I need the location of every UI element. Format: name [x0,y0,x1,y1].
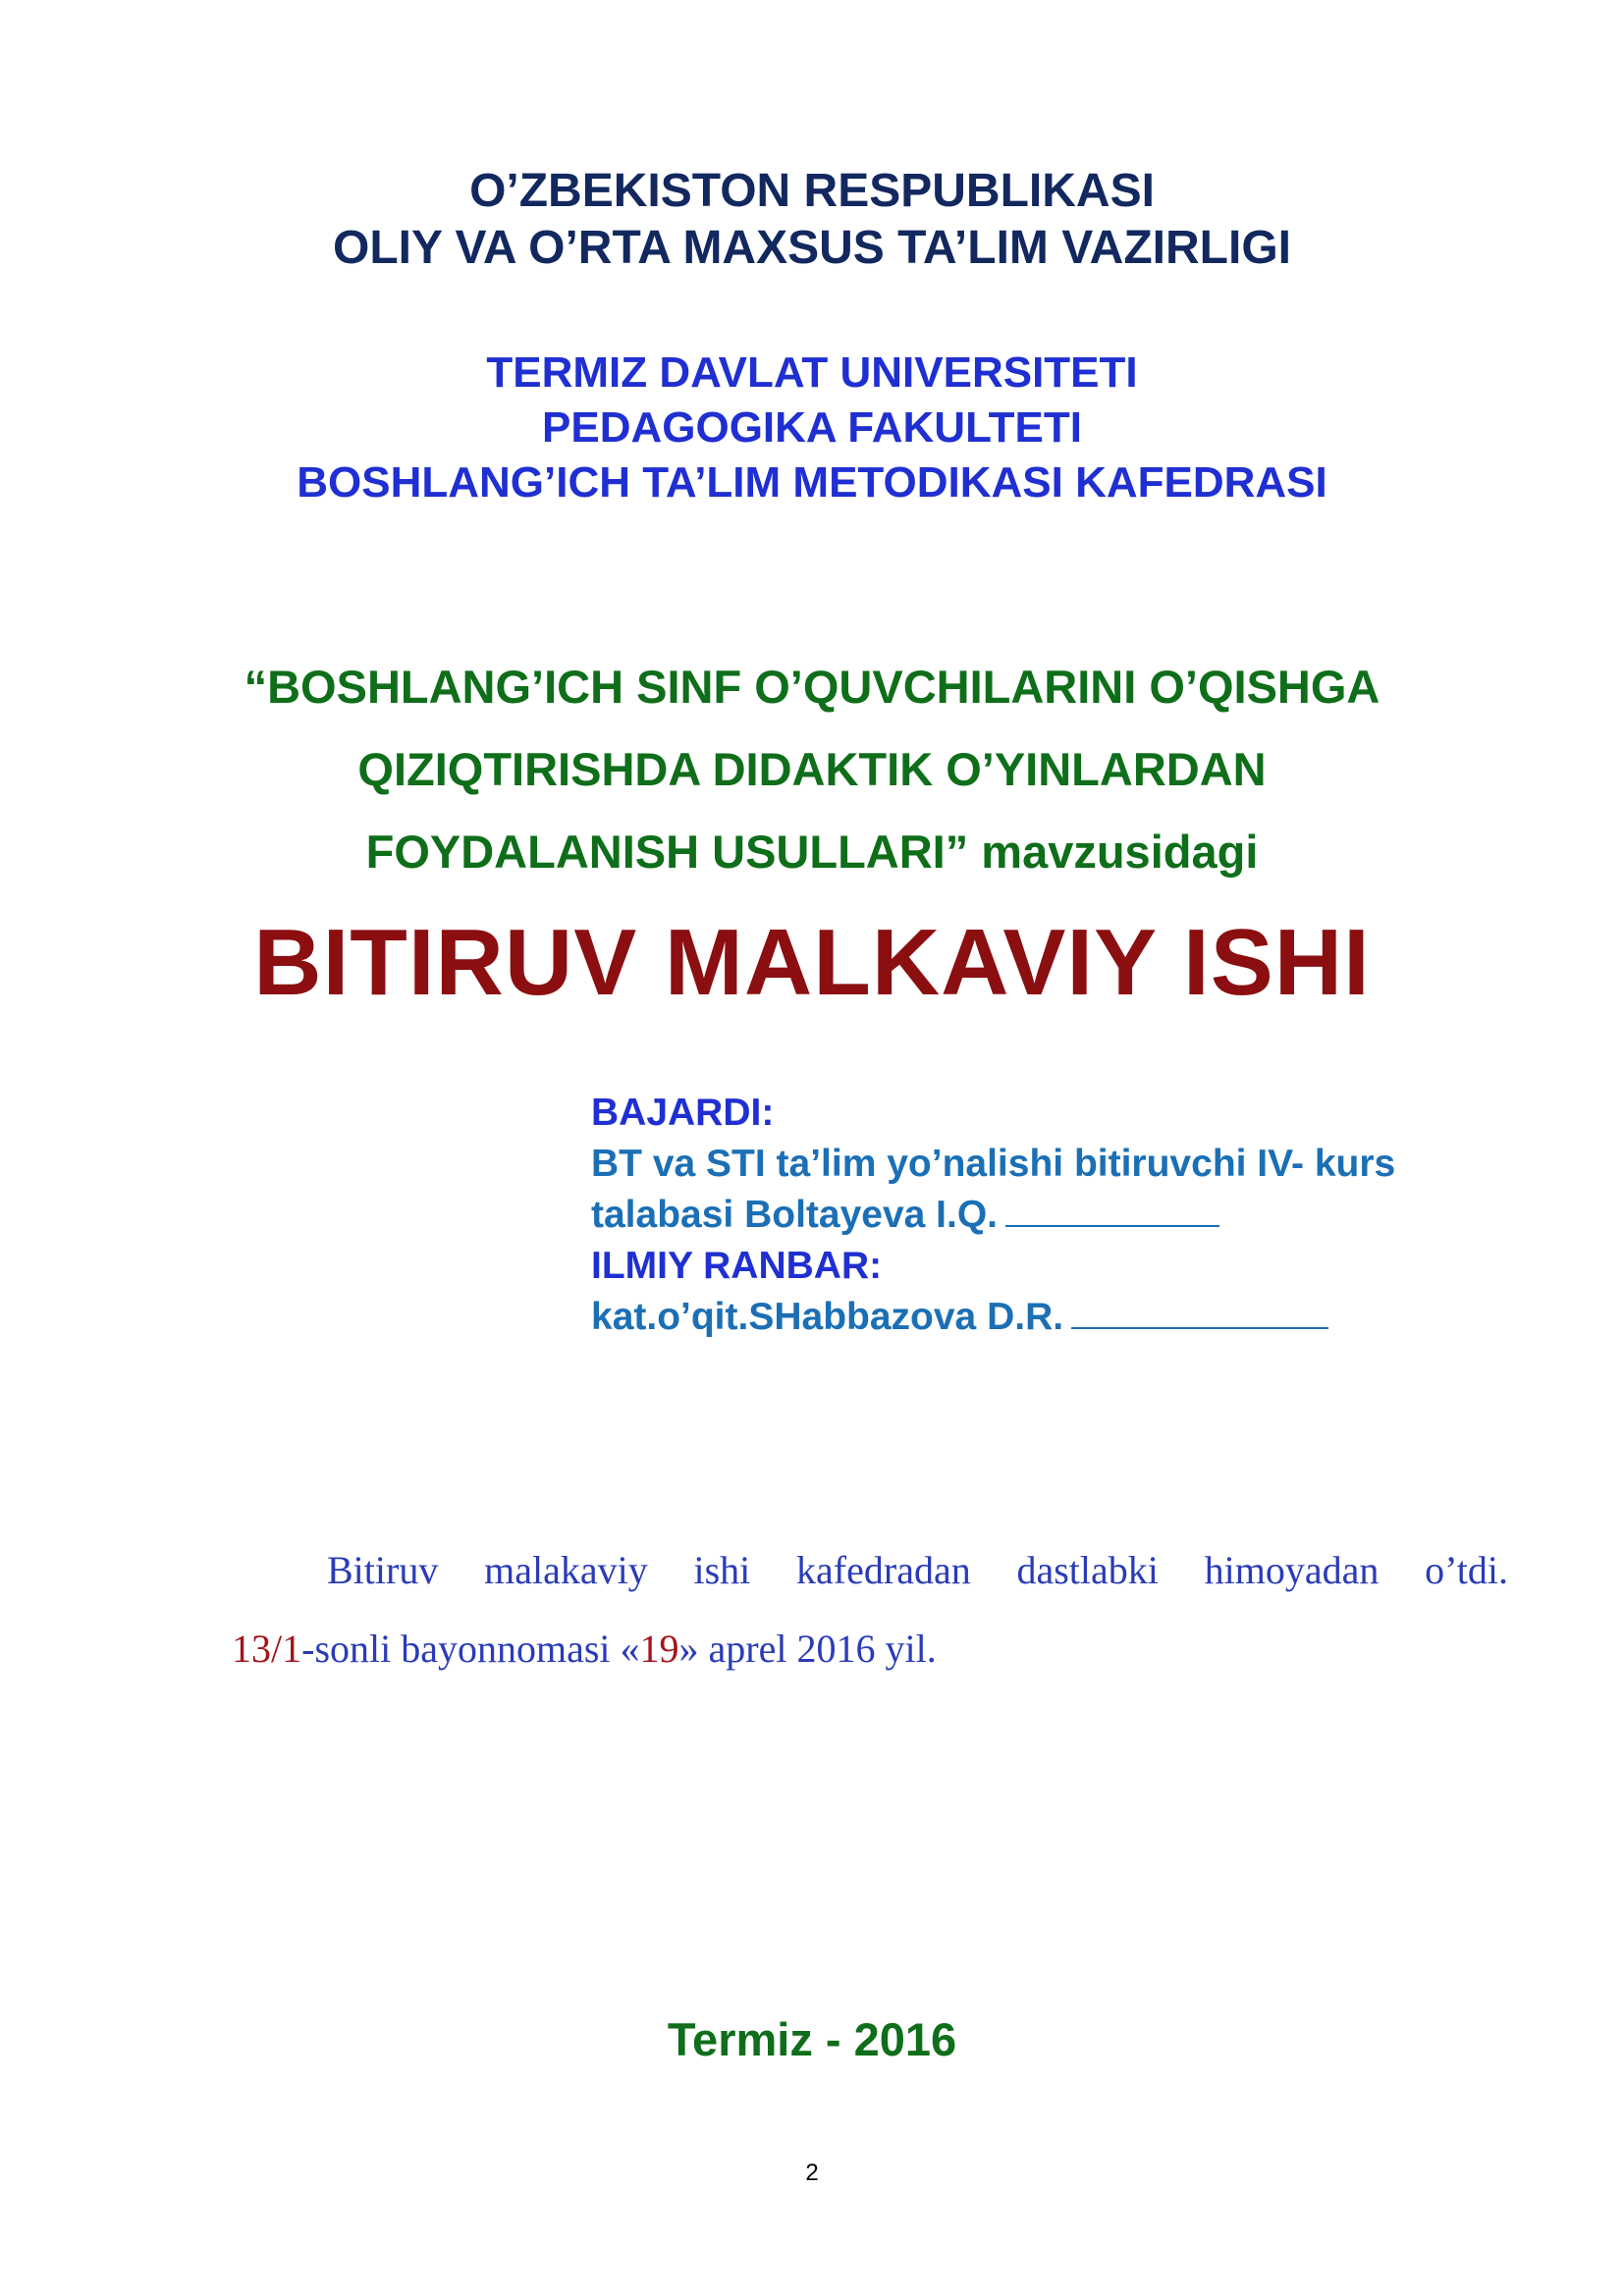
topic-suffix: mavzusidagi [981,826,1259,878]
thesis-topic [0,646,1624,893]
student-line-1: BT va STI ta’lim yo’nalishi bitiruvchi IV- kurs [591,1143,1396,1185]
advisor-signature-line [1071,1323,1328,1329]
performed-label: BAJARDI: [591,1092,775,1134]
country-name: O’ZBEKISTON RESPUBLIKASI [469,165,1155,217]
topic-line-3-text: FOYDALANISH USULLARI” [365,826,969,878]
department-name: BOSHLANG’ICH TA’LIM METODIKASI KAFEDRASI [297,458,1327,507]
student-line-2 [591,1190,1573,1241]
main-title: BITIRUV MALKAVIY ISHI [253,910,1371,1015]
protocol-day: 19 [639,1627,679,1671]
page-number: 2 [805,2160,819,2186]
protocol-date: » aprel 2016 yil. [678,1627,937,1671]
student-name: talabasi Boltayeva I.Q. [591,1194,999,1236]
defense-note [232,1531,1508,1688]
authors-block [591,1088,1573,1343]
advisor-name: kat.o’qit.SHabbazova D.R. [591,1296,1064,1338]
advisor-label: ILMIY RANBAR: [591,1245,883,1287]
ministry-header [0,163,1624,277]
institution-block [0,346,1624,510]
protocol-number: 13/1 [232,1627,302,1671]
university-name: TERMIZ DAVLAT UNIVERSITETI [486,348,1138,397]
student-signature-line [1005,1221,1219,1227]
topic-line-3 [0,811,1624,893]
faculty-name: PEDAGOGIKA FAKULTETI [542,403,1082,452]
protocol-line [232,1610,1508,1688]
topic-line-1: “BOSHLANG’ICH SINF O’QUVCHILARINI O’QISHGA [244,661,1380,713]
ministry-name: OLIY VA O’RTA MAXSUS TA’LIM VAZIRLIGI [332,222,1291,274]
defense-sentence: Bitiruv malakaviy ishi kafedradan dastlabki himoyadan o’tdi. [327,1548,1508,1592]
topic-line-2: QIZIQTIRISHDA DIDAKTIK O’YINLARDAN [357,743,1267,795]
protocol-text: -sonli bayonnomasi « [301,1627,640,1671]
advisor-line [591,1292,1573,1343]
city-year: Termiz - 2016 [667,2013,957,2065]
